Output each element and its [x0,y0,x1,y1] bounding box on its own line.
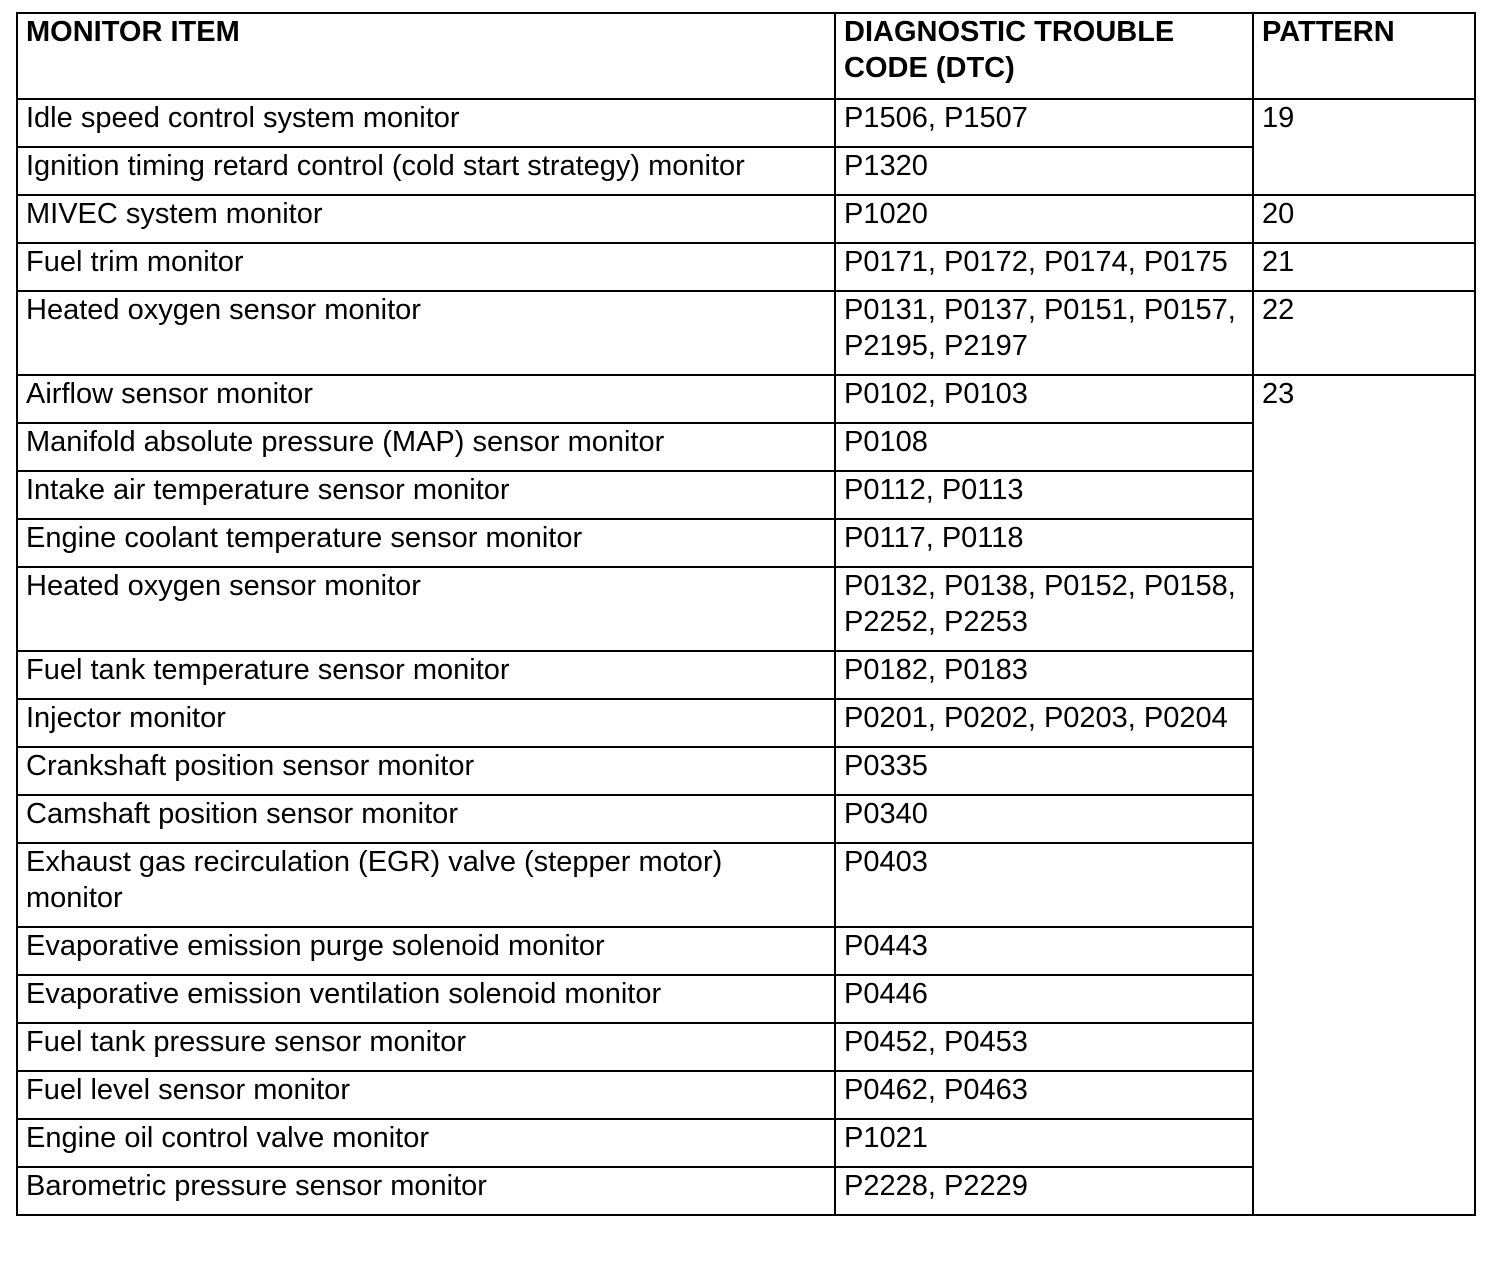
dtc-cell: P0403 [835,843,1253,927]
dtc-cell: P0452, P0453 [835,1023,1253,1071]
monitor-item-cell: Camshaft position sensor monitor [17,795,835,843]
monitor-item-cell: Evaporative emission purge solenoid monitor [17,927,835,975]
table-row [17,195,1475,243]
monitor-item-cell: Engine coolant temperature sensor monitor [17,519,835,567]
monitor-item-cell: Fuel tank pressure sensor monitor [17,1023,835,1071]
dtc-cell: P1320 [835,147,1253,195]
dtc-cell: P1506, P1507 [835,99,1253,147]
dtc-cell: P0201, P0202, P0203, P0204 [835,699,1253,747]
dtc-cell: P0132, P0138, P0152, P0158, P2252, P2253 [835,567,1253,651]
dtc-cell: P0462, P0463 [835,1071,1253,1119]
pattern-cell: 20 [1253,195,1475,243]
pattern-cell: 21 [1253,243,1475,291]
table-row [17,291,1475,375]
monitor-item-cell: MIVEC system monitor [17,195,835,243]
header-dtc: DIAGNOSTIC TROUBLE CODE (DTC) [835,13,1253,99]
monitor-item-cell: Fuel level sensor monitor [17,1071,835,1119]
dtc-cell: P0340 [835,795,1253,843]
monitor-item-cell: Exhaust gas recirculation (EGR) valve (stepper motor) monitor [17,843,835,927]
monitor-item-cell: Crankshaft position sensor monitor [17,747,835,795]
monitor-item-cell: Evaporative emission ventilation solenoid monitor [17,975,835,1023]
table-row [17,243,1475,291]
monitor-item-cell: Manifold absolute pressure (MAP) sensor monitor [17,423,835,471]
monitor-item-cell: Idle speed control system monitor [17,99,835,147]
dtc-cell: P0117, P0118 [835,519,1253,567]
table-row [17,375,1475,423]
header-pattern: PATTERN [1253,13,1475,99]
monitor-item-cell: Heated oxygen sensor monitor [17,291,835,375]
dtc-cell: P0171, P0172, P0174, P0175 [835,243,1253,291]
table-row [17,99,1475,147]
pattern-cell: 19 [1253,99,1475,195]
dtc-monitor-table [16,12,1476,1216]
monitor-item-cell: Fuel trim monitor [17,243,835,291]
dtc-cell: P0108 [835,423,1253,471]
monitor-item-cell: Engine oil control valve monitor [17,1119,835,1167]
monitor-item-cell: Ignition timing retard control (cold start strategy) monitor [17,147,835,195]
monitor-item-cell: Airflow sensor monitor [17,375,835,423]
monitor-item-cell: Barometric pressure sensor monitor [17,1167,835,1215]
pattern-cell: 22 [1253,291,1475,375]
monitor-item-cell: Injector monitor [17,699,835,747]
dtc-cell: P0102, P0103 [835,375,1253,423]
pattern-cell: 23 [1253,375,1475,1215]
table-header-row [17,13,1475,99]
dtc-cell: P0335 [835,747,1253,795]
dtc-cell: P0443 [835,927,1253,975]
monitor-item-cell: Heated oxygen sensor monitor [17,567,835,651]
dtc-cell: P2228, P2229 [835,1167,1253,1215]
dtc-cell: P0182, P0183 [835,651,1253,699]
dtc-cell: P1020 [835,195,1253,243]
dtc-cell: P1021 [835,1119,1253,1167]
dtc-cell: P0446 [835,975,1253,1023]
monitor-item-cell: Intake air temperature sensor monitor [17,471,835,519]
dtc-cell: P0112, P0113 [835,471,1253,519]
dtc-cell: P0131, P0137, P0151, P0157, P2195, P2197 [835,291,1253,375]
header-monitor-item: MONITOR ITEM [17,13,835,99]
monitor-item-cell: Fuel tank temperature sensor monitor [17,651,835,699]
